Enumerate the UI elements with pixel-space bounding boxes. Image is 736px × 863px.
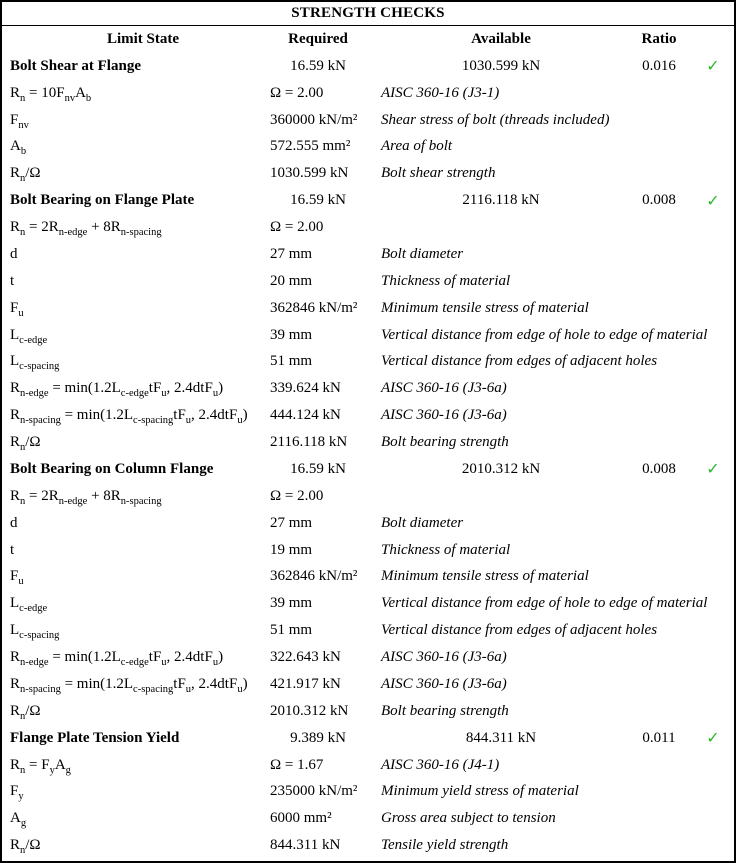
parameter-symbol: $L_{c-edge}$ (10, 326, 48, 346)
parameter-symbol: $F_u$ (10, 568, 24, 588)
parameter-description: Bolt bearing strength (381, 434, 509, 451)
ratio-value: 0.008 (642, 192, 676, 209)
parameter-row (2, 295, 734, 322)
section-header-row (2, 725, 734, 752)
parameter-description: Shear stress of bolt (threads included) (381, 111, 610, 128)
parameter-value: 572.555 mm² (270, 138, 351, 155)
parameter-symbol: $R_{n-spacing} = \min(1.2L_{c-spacing}tF_u$, 2.4dtF$_u$) (10, 675, 248, 695)
parameter-value: Ω = 2.00 (270, 84, 324, 101)
parameter-row (2, 483, 734, 510)
required-value: 9.389 kN (290, 729, 346, 746)
parameter-description: Minimum tensile stress of material (381, 299, 589, 316)
parameter-description: Minimum yield stress of material (381, 783, 579, 800)
report-title: STRENGTH CHECKS (2, 2, 734, 26)
parameter-row (2, 537, 734, 564)
section-header-row (2, 456, 734, 483)
ratio-value: 0.008 (642, 460, 676, 477)
parameter-symbol: $R_n = F_yA_g$ (10, 756, 71, 776)
parameter-symbol: $A_g$ (10, 810, 27, 830)
parameter-description: Bolt bearing strength (381, 702, 509, 719)
pass-check-icon: ✓ (706, 190, 720, 210)
required-value: 16.59 kN (290, 57, 346, 74)
column-header-ratio: Ratio (641, 30, 677, 47)
parameter-value: 362846 kN/m² (270, 299, 358, 316)
parameter-row (2, 160, 734, 187)
parameter-symbol: $R_n = 10F_{nv}A_b$ (10, 84, 92, 104)
column-header-row (2, 26, 734, 53)
parameter-description: AISC 360-16 (J3-6a) (381, 649, 507, 666)
parameter-description: Thickness of material (381, 541, 511, 558)
parameter-symbol: $F_{nv}$ (10, 111, 29, 131)
parameter-row (2, 564, 734, 591)
section-header-row (2, 53, 734, 80)
limit-state-name: Bolt Bearing on Column Flange (10, 460, 214, 477)
limit-state-name: Flange Plate Tension Yield (10, 729, 180, 746)
parameter-description: Vertical distance from edge of hole to edge of material (381, 326, 708, 343)
parameter-description: Bolt shear strength (381, 165, 496, 182)
parameter-row (2, 241, 734, 268)
parameter-row (2, 832, 734, 859)
parameter-row (2, 107, 734, 134)
parameter-symbol: $R_n/\Omega$ (10, 702, 41, 722)
parameter-row (2, 375, 734, 402)
required-value: 16.59 kN (290, 192, 346, 209)
available-value: 2010.312 kN (461, 460, 541, 477)
parameter-value: Ω = 2.00 (270, 487, 324, 504)
column-header-available: Available (471, 30, 531, 47)
parameter-row (2, 510, 734, 537)
parameter-symbol: $F_y$ (10, 783, 24, 803)
parameter-row (2, 349, 734, 376)
parameter-value: 39 mm (270, 595, 313, 612)
parameter-symbol: $R_n/\Omega$ (10, 434, 41, 454)
parameter-description: AISC 360-16 (J3-6a) (381, 380, 507, 397)
parameter-description: Vertical distance from edge of hole to edge of material (381, 595, 708, 612)
parameter-symbol: $R_n = 2R_{n-edge} + 8R_{n-spacing}$ (10, 219, 162, 239)
parameter-description: Minimum tensile stress of material (381, 568, 589, 585)
parameter-symbol: d (10, 514, 18, 531)
parameter-symbol: $L_{c-edge}$ (10, 595, 48, 615)
parameter-value: 1030.599 kN (270, 165, 349, 182)
parameter-row (2, 698, 734, 725)
report-body (2, 26, 734, 861)
parameter-row (2, 80, 734, 107)
parameter-description: AISC 360-16 (J4-1) (381, 756, 500, 773)
limit-state-name: Bolt Shear at Flange (10, 57, 141, 74)
parameter-symbol: $L_{c-spacing}$ (10, 353, 60, 373)
pass-check-icon: ✓ (706, 56, 720, 76)
limit-state-name: Bolt Bearing on Flange Plate (10, 192, 195, 209)
parameter-value: 6000 mm² (270, 810, 332, 827)
parameter-row (2, 644, 734, 671)
parameter-description: AISC 360-16 (J3-6a) (381, 407, 507, 424)
ratio-value: 0.011 (642, 729, 676, 746)
parameter-symbol: $R_{n-edge} = \min(1.2L_{c-edge}tF_u$, 2.4dtF$_u$) (10, 380, 224, 400)
ratio-value: 0.016 (642, 57, 676, 74)
section-header-row (2, 187, 734, 214)
parameter-value: 339.624 kN (270, 380, 341, 397)
parameter-value: 27 mm (270, 245, 313, 262)
parameter-row (2, 805, 734, 832)
parameter-value: 322.643 kN (270, 649, 341, 666)
parameter-description: Vertical distance from edges of adjacent holes (381, 622, 658, 639)
parameter-symbol: $R_n = 2R_{n-edge} + 8R_{n-spacing}$ (10, 487, 162, 507)
parameter-symbol: $L_{c-spacing}$ (10, 622, 60, 642)
parameter-value: 444.124 kN (270, 407, 341, 424)
parameter-row (2, 322, 734, 349)
parameter-value: 235000 kN/m² (270, 783, 358, 800)
pass-check-icon: ✓ (706, 728, 720, 748)
parameter-description: Tensile yield strength (381, 837, 509, 854)
parameter-value: 362846 kN/m² (270, 568, 358, 585)
parameter-value: 20 mm (270, 272, 313, 289)
parameter-row (2, 429, 734, 456)
parameter-value: 2010.312 kN (270, 702, 349, 719)
parameter-value: 360000 kN/m² (270, 111, 358, 128)
parameter-description: Vertical distance from edges of adjacent holes (381, 353, 658, 370)
parameter-symbol: t (10, 541, 15, 558)
parameter-row (2, 134, 734, 161)
parameter-row (2, 402, 734, 429)
column-header-required: Required (288, 30, 348, 47)
parameter-symbol: $R_n/\Omega$ (10, 165, 41, 185)
parameter-value: 2116.118 kN (270, 434, 348, 451)
parameter-row (2, 590, 734, 617)
parameter-row (2, 752, 734, 779)
parameter-row (2, 779, 734, 806)
available-value: 1030.599 kN (461, 57, 541, 74)
parameter-symbol: $R_{n-spacing} = \min(1.2L_{c-spacing}tF_u$, 2.4dtF$_u$) (10, 407, 248, 427)
parameter-symbol: $A_b$ (10, 138, 27, 158)
pass-check-icon: ✓ (706, 459, 720, 479)
available-value: 2116.118 kN (462, 192, 540, 209)
parameter-description: Area of bolt (381, 138, 453, 155)
parameter-value: 27 mm (270, 514, 313, 531)
parameter-symbol: $R_{n-edge} = \min(1.2L_{c-edge}tF_u$, 2.4dtF$_u$) (10, 649, 224, 669)
parameter-row (2, 671, 734, 698)
parameter-value: 421.917 kN (270, 675, 341, 692)
parameter-description: Bolt diameter (381, 514, 464, 531)
required-value: 16.59 kN (290, 460, 346, 477)
parameter-value: 19 mm (270, 541, 313, 558)
parameter-value: 51 mm (270, 622, 313, 639)
parameter-symbol: $R_n/\Omega$ (10, 837, 41, 857)
parameter-description: Gross area subject to tension (381, 810, 556, 827)
parameter-description: Bolt diameter (381, 245, 464, 262)
parameter-row (2, 268, 734, 295)
available-value: 844.311 kN (465, 729, 537, 746)
parameter-row (2, 617, 734, 644)
parameter-symbol: d (10, 245, 18, 262)
parameter-description: Thickness of material (381, 272, 511, 289)
parameter-value: 51 mm (270, 353, 313, 370)
parameter-symbol: $F_u$ (10, 299, 24, 319)
parameter-value: 844.311 kN (270, 837, 341, 854)
column-header-limit-state: Limit State (106, 30, 180, 47)
parameter-symbol: t (10, 272, 15, 289)
parameter-value: Ω = 1.67 (270, 756, 324, 773)
parameter-description: AISC 360-16 (J3-1) (381, 84, 500, 101)
parameter-description: AISC 360-16 (J3-6a) (381, 675, 507, 692)
parameter-value: 39 mm (270, 326, 313, 343)
parameter-row (2, 214, 734, 241)
parameter-value: Ω = 2.00 (270, 219, 324, 236)
